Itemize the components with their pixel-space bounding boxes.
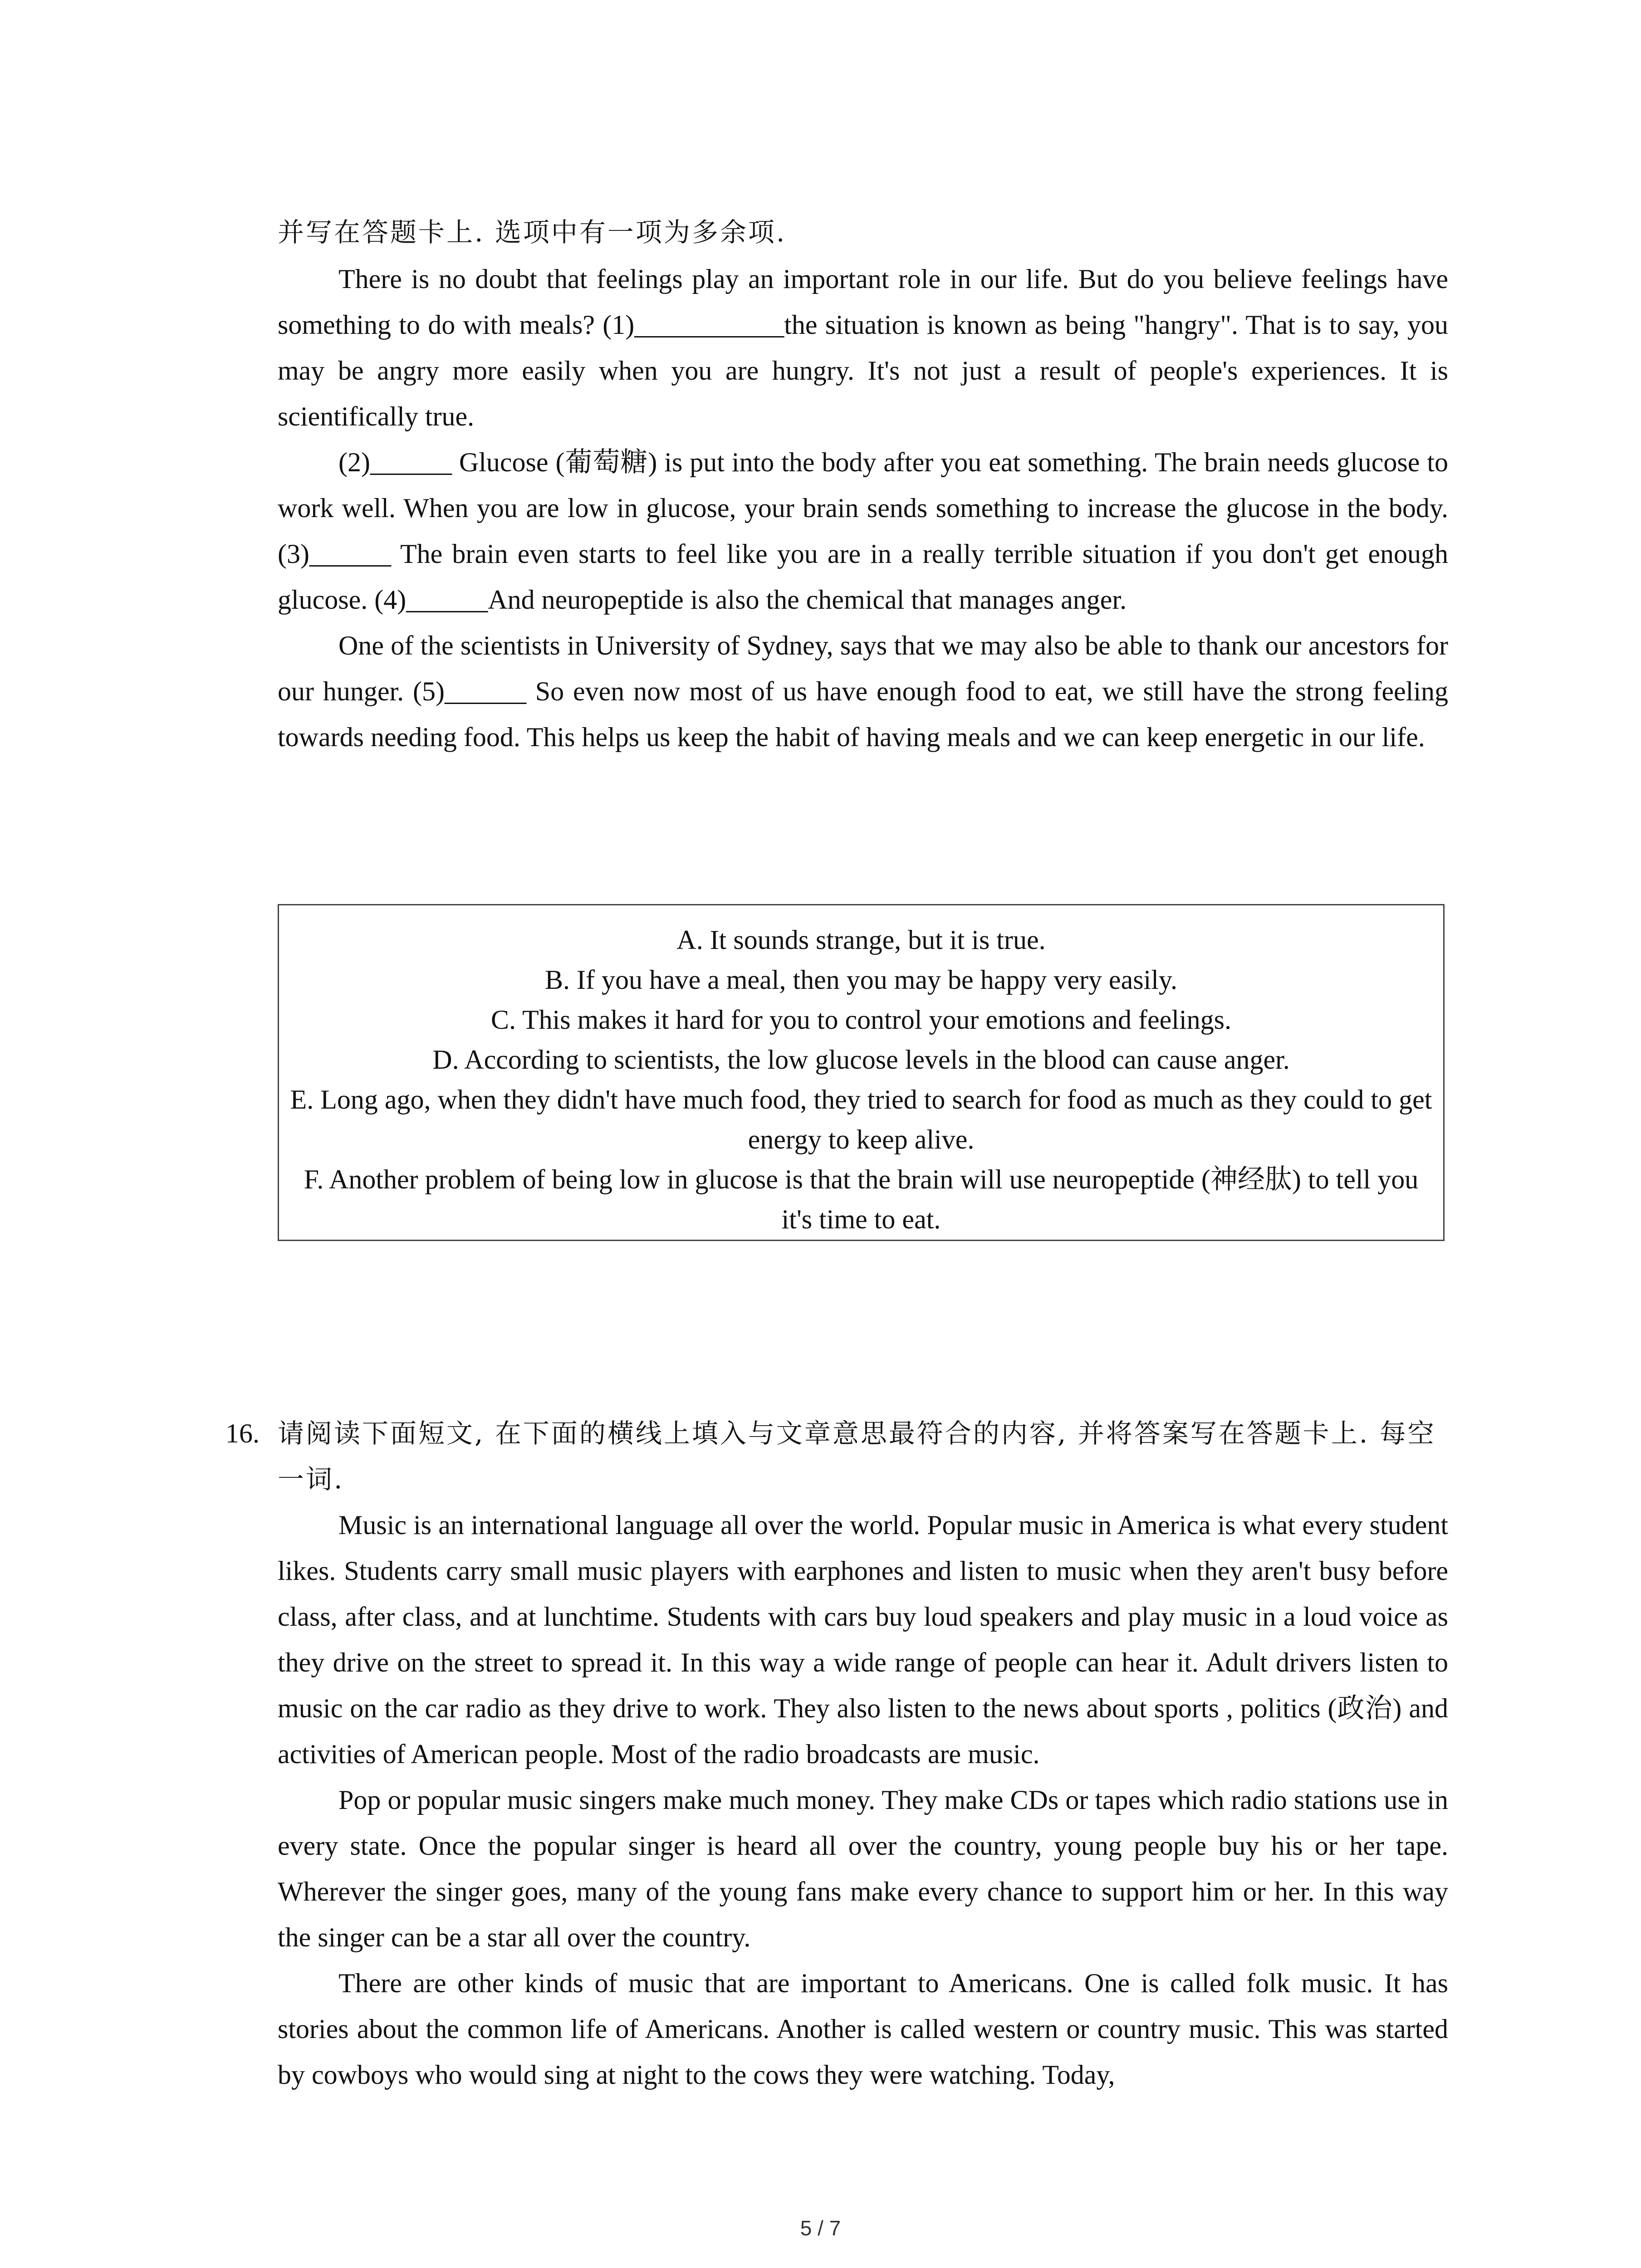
option-b: B. If you have a meal, then you may be happy very easily. bbox=[544, 965, 1177, 995]
section15-passage bbox=[278, 256, 1448, 760]
option-f: F. Another problem of being low in glucose is that the brain will use neuropeptide (神经肽) to tell you it's time to eat. bbox=[304, 1164, 1419, 1234]
question-number: 16. bbox=[225, 1418, 260, 1448]
instruction-text: 并写在答题卡上. 选项中有一项为多余项. bbox=[278, 217, 787, 248]
option-a: A. It sounds strange, but it is true. bbox=[676, 925, 1046, 955]
page-number: 5 / 7 bbox=[800, 2216, 841, 2240]
option-c: C. This makes it hard for you to control your emotions and feelings. bbox=[491, 1005, 1231, 1035]
answer-options-box bbox=[278, 904, 1445, 1241]
instruction-text: 请阅读下面短文, 在下面的横线上填入与文章意思最符合的内容, 并将答案写在答题卡上. 每空一词. bbox=[278, 1418, 1436, 1495]
section16-instruction bbox=[278, 1411, 1448, 1502]
passage-paragraph: There is no doubt that feelings play an important role in our life. But do you believe feelings have something to do with meals? (1)___________the situation is known as being "hangry". That is to say, you may be angry more easily when you are hungry. It's not just a result of people's experiences. It is scientifically true. bbox=[278, 264, 1448, 431]
section15-instruction bbox=[278, 210, 1448, 255]
passage-paragraph: There are other kinds of music that are important to Americans. One is called folk music. It has stories about the common life of Americans. Another is called western or country music. This was started by cowboys who would sing at night to the cows they were watching. Today, bbox=[278, 1968, 1448, 2090]
passage-paragraph: (2)______ Glucose (葡萄糖) is put into the body after you eat something. The brain needs glucose to work well. When you are low in glucose, your brain sends something to increase the glucose in the body. (3)______ The brain even starts to feel like you are in a really terrible situation if you don't get enough glucose. (4)______And neuropeptide is also the chemical that manages anger. bbox=[278, 447, 1448, 615]
option-d: D. According to scientists, the low glucose levels in the blood can cause anger. bbox=[432, 1045, 1290, 1075]
section16-passage bbox=[278, 1502, 1448, 2098]
passage-paragraph: One of the scientists in University of Sydney, says that we may also be able to thank our ancestors for our hunger. (5)______ So even now most of us have enough food to eat, we still have the strong feeling towards needing food. This helps us keep the habit of having meals and we can keep energetic in our life. bbox=[278, 631, 1448, 752]
passage-paragraph: Pop or popular music singers make much money. They make CDs or tapes which radio stations use in every state. Once the popular singer is heard all over the country, young people buy his or her tape. Wherever the singer goes, many of the young fans make every chance to support him or her. In this way the singer can be a star all over the country. bbox=[278, 1785, 1448, 1952]
passage-paragraph: Music is an international language all over the world. Popular music in America is what every student likes. Students carry small music players with earphones and listen to music when they aren't busy before class, after class, and at lunchtime. Students with cars buy loud speakers and play music in a loud voice as they drive on the street to spread it. In this way a wide range of people can hear it. Adult drivers listen to music on the car radio as they drive to work. They also listen to the news about sports , politics (政治) and activities of American people. Most of the radio broadcasts are music. bbox=[278, 1510, 1448, 1769]
option-e: E. Long ago, when they didn't have much food, they tried to search for food as much as they could to get energy to keep alive. bbox=[290, 1085, 1432, 1154]
